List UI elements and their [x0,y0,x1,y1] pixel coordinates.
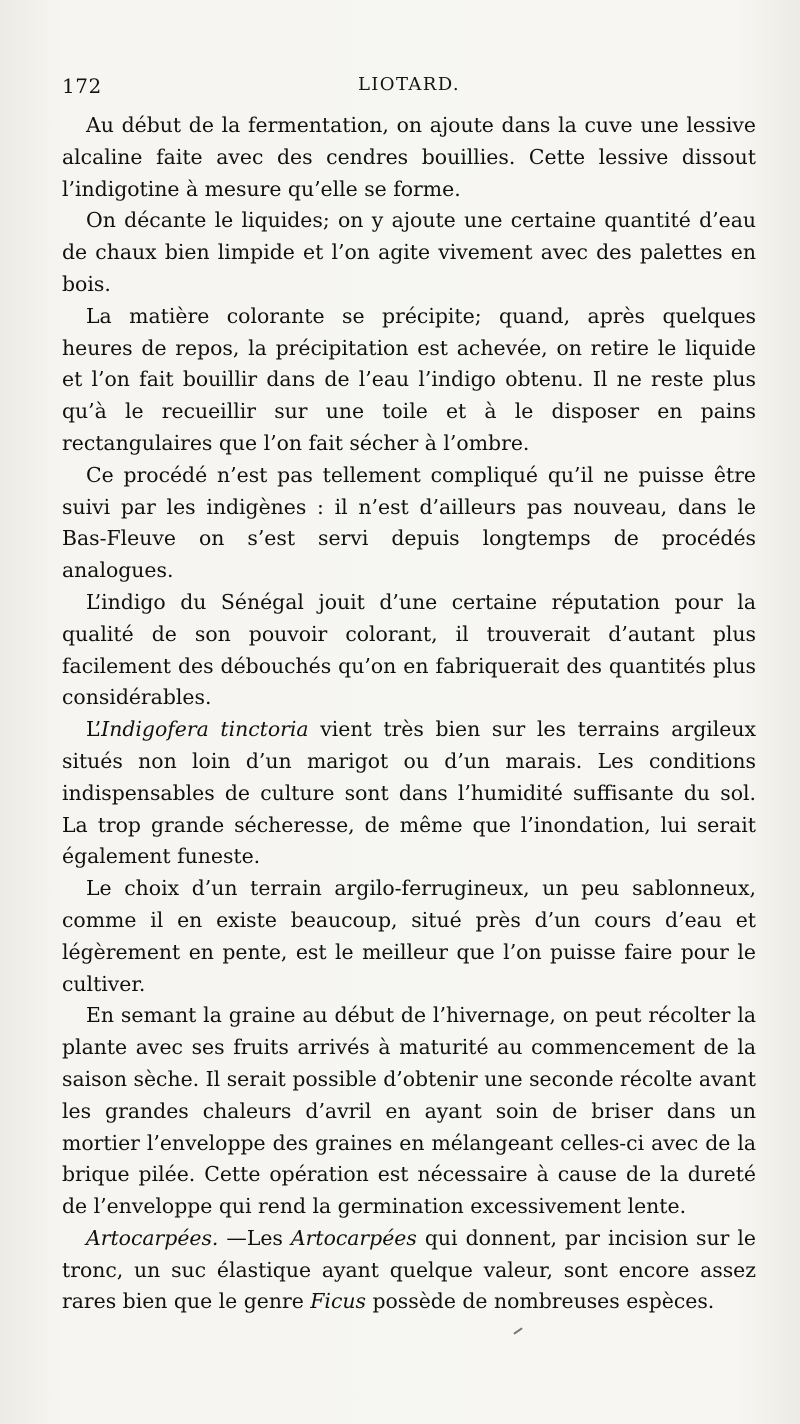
paragraph-6 [62,714,756,873]
paragraph-6-text: vient très bien sur les terrains argileux situés non loin d’un marigot ou d’un marais. Les conditions indispensables de culture sont dans l’humidité suffisante du sol. La trop grande sécheresse, de même que l’inondation, lui serait également funeste. [62,717,756,869]
paragraph-3: La matière colorante se précipite; quand, après quelques heures de repos, la précipitation est achevée, on retire le liquide et l’on fait bouillir dans de l’eau l’indigo obtenu. Il ne reste plus qu’à le recueillir sur une toile et à le disposer en pains rectangulaires que l’on fait sécher à l’ombre. [62,303,756,455]
page-header [62,70,756,102]
paragraph-6-prefix: L’ [86,717,102,742]
body-text [62,110,756,1318]
section-heading-artocarpees: Artocarpées. [86,1225,219,1250]
ficus-term: Ficus [310,1289,366,1314]
paragraph-8: En semant la graine au début de l’hivernage, on peut récolter la plante avec ses fruits arrivés à maturité au commencement de la saison sèche. Il serait possible d’obtenir une seconde récolte avant les grandes chaleurs d’avril en ayant soin de briser dans un mortier l’enveloppe des graines en mélangeant celles-ci avec de la brique pilée. Cette opération est nécessaire à cause de la dureté de l’enveloppe qui rend la germination excessivement lente. [62,1003,756,1219]
paragraph-7: Le choix d’un terrain argilo-ferrugineux, un peu sablonneux, comme il en existe beaucoup, situé près d’un cours d’eau et légèrement en pente, est le meilleur que l’on puisse faire pour le cultiver. [62,876,756,996]
paragraph-9-text-2: qui donnent, par incision sur le tronc, un suc élastique ayant quelque valeur, sont encore assez rares bien que le genre [62,1225,756,1314]
paragraph-9 [62,1223,756,1318]
running-head: LIOTARD. [357,74,461,95]
paragraph-5: L’indigo du Sénégal jouit d’une certaine réputation pour la qualité de son pouvoir colorant, il trouverait d’autant plus facilement des débouchés qu’on en fabriquerait des quantités plus considérables. [62,589,756,710]
paragraph-1: Au début de la fermentation, on ajoute dans la cuve une lessive alcaline faite avec des cendres bouillies. Cette lessive dissout l’indigotine à mesure qu’elle se forme. [62,113,756,201]
paragraph-2: On décante le liquides; on y ajoute une certaine quantité d’eau de chaux bien limpide et l’on agite vivement avec des palettes en bois. [62,208,756,296]
paragraph-9-text-1: —Les [218,1225,291,1250]
artocarpees-term: Artocarpées [290,1225,417,1250]
printer-mark [513,1327,522,1334]
page-number: 172 [62,74,102,98]
paragraph-4: Ce procédé n’est pas tellement compliqué qu’il ne puisse être suivi par les indigènes : il n’est d’ailleurs pas nouveau, dans le Bas-Fleuve on s’est servi depuis longtemps de procédés analogues. [62,462,756,583]
species-name: Indigofera tinctoria [101,717,309,742]
paragraph-9-text-3: possède de nombreuses espèces. [365,1289,715,1314]
